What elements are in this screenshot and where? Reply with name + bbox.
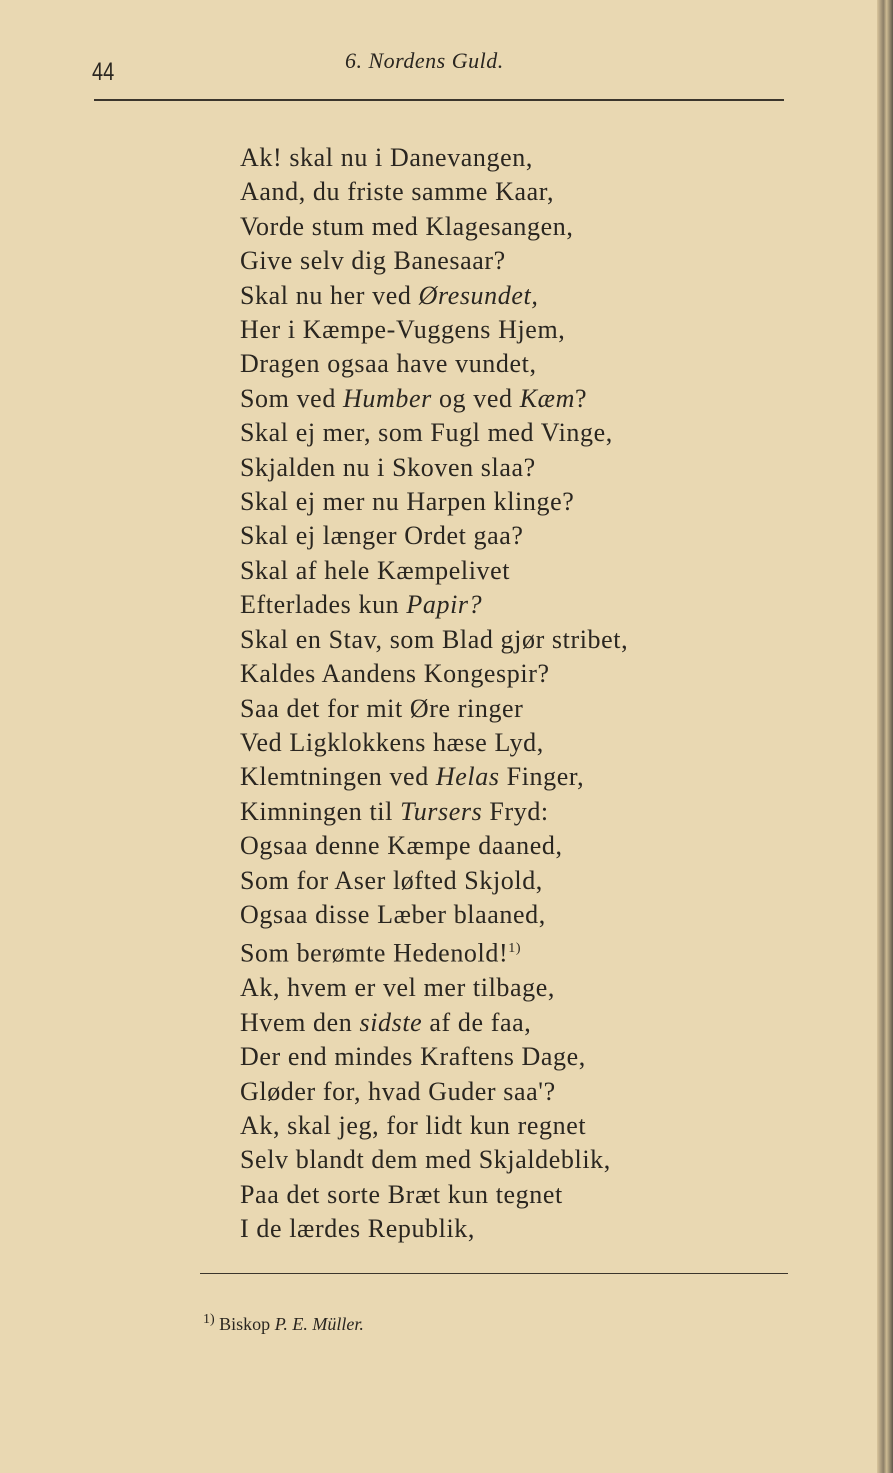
poem-line bbox=[240, 795, 628, 829]
poem-line bbox=[240, 1006, 628, 1040]
page-number: 44 bbox=[92, 58, 115, 86]
poem-line-pre: Ak, hvem er vel mer tilbage, bbox=[240, 973, 555, 1003]
poem-line bbox=[240, 692, 628, 726]
poem-line-pre: Ved Ligklokkens hæse Lyd, bbox=[240, 727, 544, 757]
poem-line bbox=[240, 141, 628, 175]
poem-line bbox=[240, 971, 628, 1005]
poem-line bbox=[240, 932, 628, 971]
poem-line bbox=[240, 760, 628, 794]
poem-line-pre: Ak! skal nu i Danevangen, bbox=[240, 143, 533, 172]
poem-line-post: af de faa, bbox=[422, 1007, 532, 1037]
poem-line-pre: Her i Kæmpe-Vuggens Hjem, bbox=[240, 315, 566, 345]
poem-line-pre: Hvem den bbox=[240, 1007, 360, 1037]
poem-line bbox=[240, 313, 628, 347]
poem-line-pre: Kaldes Aandens Kongespir? bbox=[240, 659, 550, 689]
header-rule bbox=[94, 99, 784, 101]
poem-line bbox=[240, 1143, 628, 1177]
poem-line bbox=[240, 554, 628, 588]
poem-line bbox=[240, 726, 628, 760]
poem-line-pre: Som berømte Hedenold! bbox=[240, 939, 509, 968]
poem-line-sup: 1) bbox=[508, 941, 522, 957]
poem-line-pre: Skal ej mer nu Harpen klinge? bbox=[240, 487, 575, 517]
poem-line bbox=[240, 588, 628, 622]
poem-line-pre: I de lærdes Republik, bbox=[240, 1214, 476, 1244]
poem-line-pre: Efterlades kun bbox=[240, 590, 407, 620]
poem-line bbox=[240, 898, 628, 932]
poem-line-pre: Skal af hele Kæmpelivet bbox=[240, 555, 511, 585]
poem-line bbox=[240, 416, 628, 450]
poem-line-em: sidste bbox=[359, 1007, 423, 1037]
poem-line-post: og ved bbox=[431, 383, 520, 413]
poem-line-pre: Vorde stum med Klagesangen, bbox=[240, 211, 574, 241]
poem-line-pre: Selv blandt dem med Skjaldeblik, bbox=[240, 1145, 611, 1175]
footnote-mark: 1) bbox=[203, 1312, 215, 1327]
poem-line-pre: Skal en Stav, som Blad gjør stribet, bbox=[240, 624, 629, 654]
poem-line-pre: Ogsaa disse Læber blaaned, bbox=[240, 899, 546, 929]
poem-line bbox=[240, 1212, 628, 1246]
poem-line bbox=[240, 1075, 628, 1109]
poem-line bbox=[240, 382, 628, 416]
poem-line-pre: Skal nu her ved bbox=[240, 280, 419, 310]
poem-line-pre: Ak, skal jeg, for lidt kun regnet bbox=[240, 1111, 587, 1141]
poem-line-post: Finger, bbox=[499, 762, 585, 792]
poem-line-pre: Som for Aser løfted Skjold, bbox=[240, 865, 543, 895]
poem-line-pre: Ogsaa denne Kæmpe daaned, bbox=[240, 831, 563, 861]
poem-line bbox=[240, 1109, 628, 1143]
poem-line-em: Tursers bbox=[400, 796, 483, 826]
poem-line-pre: Der end mindes Kraftens Dage, bbox=[240, 1042, 586, 1072]
footnote-rule bbox=[200, 1273, 788, 1274]
poem-line-post: Fryd: bbox=[482, 796, 549, 826]
poem-line-em: Papir? bbox=[406, 590, 483, 620]
poem-line bbox=[240, 210, 628, 244]
footnote bbox=[203, 1312, 364, 1335]
poem-line-pre: Gløder for, hvad Guder saa'? bbox=[240, 1076, 556, 1106]
poem-line-pre: Paa det sorte Bræt kun tegnet bbox=[240, 1179, 563, 1209]
poem-line-pre: Dragen ogsaa have vundet, bbox=[240, 349, 537, 379]
poem-line-pre: Give selv dig Banesaar? bbox=[240, 246, 506, 276]
poem-line-em: Øresundet, bbox=[418, 280, 539, 310]
poem-line bbox=[240, 347, 628, 381]
poem-line-em2: Kæm bbox=[519, 383, 575, 413]
poem-line bbox=[240, 864, 628, 898]
footnote-text: Biskop bbox=[214, 1314, 275, 1334]
poem-line-pre: Kimningen til bbox=[240, 796, 401, 826]
poem-line bbox=[240, 175, 628, 209]
book-spine-edge bbox=[877, 0, 893, 1473]
poem-line-post2: ? bbox=[574, 383, 588, 413]
poem-line bbox=[240, 485, 628, 519]
poem-line-pre: Skal ej længer Ordet gaa? bbox=[240, 521, 524, 551]
poem-line-pre: Som ved bbox=[240, 383, 344, 413]
poem-line-pre: Klemtningen ved bbox=[240, 762, 436, 792]
poem-line-em: Helas bbox=[435, 762, 500, 792]
running-title: 6. Nordens Guld. bbox=[345, 48, 504, 73]
poem-text bbox=[240, 141, 628, 1247]
poem-line bbox=[240, 623, 628, 657]
poem-line bbox=[240, 829, 628, 863]
poem-line bbox=[240, 279, 628, 313]
poem-line bbox=[240, 451, 628, 485]
footnote-name: P. E. Müller. bbox=[274, 1314, 364, 1334]
poem-line bbox=[240, 1178, 628, 1212]
poem-line-pre: Skjalden nu i Skoven slaa? bbox=[240, 452, 536, 482]
poem-line-pre: Saa det for mit Øre ringer bbox=[240, 693, 524, 723]
poem-line bbox=[240, 244, 628, 278]
poem-line bbox=[240, 519, 628, 553]
poem-line bbox=[240, 657, 628, 691]
poem-line bbox=[240, 1040, 628, 1074]
poem-line-em: Humber bbox=[343, 383, 432, 413]
poem-line-pre: Skal ej mer, som Fugl med Vinge, bbox=[240, 418, 613, 448]
poem-line-pre: Aand, du friste samme Kaar, bbox=[240, 177, 555, 207]
